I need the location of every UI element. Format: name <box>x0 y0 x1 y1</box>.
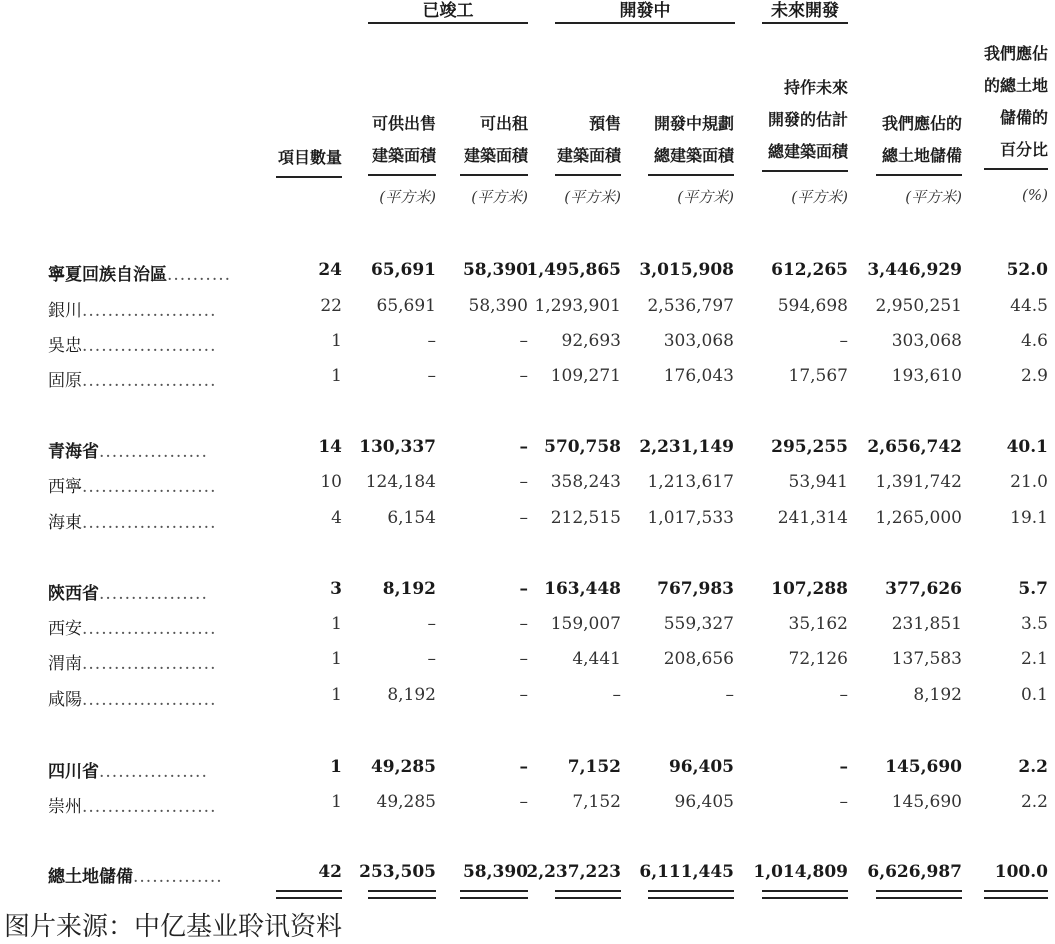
total-underline <box>460 890 528 899</box>
cell-future-gfa: – <box>839 792 848 812</box>
cell-percentage: 2.2 <box>1020 792 1048 812</box>
cell-project-count: 1 <box>331 614 342 634</box>
row-name-label: 海東 <box>48 513 82 533</box>
header-line: 可供出售 <box>371 114 436 133</box>
leader-dots: ..................... <box>82 513 217 533</box>
row-name <box>48 366 248 391</box>
unit-land-bank: (平方米) <box>905 188 962 206</box>
row-name-label: 銀川 <box>48 301 82 321</box>
cell-project-count: 1 <box>331 331 342 351</box>
leader-dots: ..................... <box>82 654 217 674</box>
cell-planned-gfa: 176,043 <box>663 366 734 386</box>
cell-percentage: 2.1 <box>1020 649 1048 669</box>
table-row-city <box>0 327 1055 357</box>
leader-dots: ..................... <box>82 797 217 817</box>
cell-land-bank: 3,446,929 <box>867 260 962 280</box>
unit-presale-gfa: (平方米) <box>564 188 621 206</box>
table-row-city <box>0 362 1055 392</box>
cell-project-count: 4 <box>331 508 342 528</box>
table-row-city <box>0 788 1055 818</box>
total-underline <box>276 890 342 899</box>
row-name <box>48 260 248 285</box>
cell-project-count: 42 <box>318 862 342 882</box>
cell-presale-gfa: 2,237,223 <box>526 862 621 882</box>
table-row-city <box>0 504 1055 534</box>
cell-presale-gfa: 212,515 <box>550 508 621 528</box>
cell-rentable-gfa: – <box>519 685 528 705</box>
cell-rentable-gfa: 58,390 <box>462 260 528 280</box>
cell-presale-gfa: – <box>612 685 621 705</box>
cell-project-count: 10 <box>320 472 342 492</box>
header-line: 總土地儲備 <box>881 146 962 165</box>
unit-rentable-gfa: (平方米) <box>471 188 528 206</box>
cell-land-bank: 6,626,987 <box>867 862 962 882</box>
cell-percentage: 21.0 <box>1010 472 1048 492</box>
cell-planned-gfa: 1,213,617 <box>647 472 734 492</box>
cell-project-count: 22 <box>320 296 342 316</box>
cell-percentage: 40.1 <box>1006 437 1048 457</box>
row-name-label: 西安 <box>48 619 82 639</box>
cell-rentable-gfa: – <box>519 757 528 777</box>
unit-saleable-gfa: (平方米) <box>379 188 436 206</box>
cell-future-gfa: 107,288 <box>771 579 848 599</box>
cell-presale-gfa: 92,693 <box>561 331 621 351</box>
cell-planned-gfa: 208,656 <box>663 649 734 669</box>
cell-future-gfa: 17,567 <box>788 366 848 386</box>
cell-future-gfa: 53,941 <box>788 472 848 492</box>
cell-future-gfa: 241,314 <box>777 508 848 528</box>
cell-future-gfa: 295,255 <box>771 437 848 457</box>
leader-dots: ..................... <box>82 619 217 639</box>
cell-presale-gfa: 159,007 <box>550 614 621 634</box>
group-future-development <box>762 0 848 26</box>
row-name-label: 吳忠 <box>48 336 82 356</box>
row-name <box>48 685 248 710</box>
cell-land-bank: 145,690 <box>891 792 962 812</box>
cell-percentage: 100.0 <box>994 862 1048 882</box>
cell-project-count: 1 <box>331 685 342 705</box>
header-presale-gfa <box>555 108 621 176</box>
cell-planned-gfa: 96,405 <box>668 757 734 777</box>
cell-project-count: 14 <box>318 437 342 457</box>
unit-planned-gfa: (平方米) <box>677 188 734 206</box>
table-row-region <box>0 256 1055 286</box>
cell-presale-gfa: 109,271 <box>550 366 621 386</box>
row-name-label: 四川省 <box>48 762 99 782</box>
table-row-city <box>0 681 1055 711</box>
cell-future-gfa: 1,014,809 <box>753 862 848 882</box>
cell-presale-gfa: 7,152 <box>572 792 621 812</box>
unit-future-gfa: (平方米) <box>791 188 848 206</box>
cell-percentage: 44.5 <box>1010 296 1048 316</box>
total-underline <box>368 890 436 899</box>
cell-land-bank: 2,656,742 <box>867 437 962 457</box>
header-line: 項目數量 <box>277 148 342 167</box>
cell-project-count: 3 <box>330 579 342 599</box>
cell-land-bank: 137,583 <box>891 649 962 669</box>
total-underline <box>648 890 734 899</box>
cell-saleable-gfa: 124,184 <box>365 472 436 492</box>
header-line: 儲備的 <box>999 108 1048 127</box>
header-planned-gfa <box>648 108 734 176</box>
cell-future-gfa: – <box>839 757 848 777</box>
cell-presale-gfa: 7,152 <box>567 757 621 777</box>
header-line: 持作未來 <box>783 78 848 97</box>
cell-percentage: 0.1 <box>1020 685 1048 705</box>
cell-rentable-gfa: – <box>519 472 528 492</box>
cell-land-bank: 2,950,251 <box>875 296 962 316</box>
cell-planned-gfa: – <box>725 685 734 705</box>
cell-rentable-gfa: – <box>519 437 528 457</box>
header-line: 總建築面積 <box>653 146 734 165</box>
leader-dots: ................. <box>99 762 208 782</box>
cell-presale-gfa: 4,441 <box>572 649 621 669</box>
leader-dots: ..................... <box>82 301 217 321</box>
leader-dots: ..................... <box>82 477 217 497</box>
total-underline <box>876 890 962 899</box>
cell-rentable-gfa: 58,390 <box>468 296 528 316</box>
cell-presale-gfa: 358,243 <box>550 472 621 492</box>
row-name <box>48 331 248 356</box>
row-name <box>48 649 248 674</box>
header-line: 建築面積 <box>371 146 436 165</box>
cell-planned-gfa: 559,327 <box>663 614 734 634</box>
group-completed <box>368 0 528 26</box>
row-name <box>48 579 248 604</box>
cell-saleable-gfa: 130,337 <box>359 437 436 457</box>
image-source-caption: 图片来源：中亿基业聆讯资料 <box>4 912 343 942</box>
cell-rentable-gfa: – <box>519 508 528 528</box>
total-underline <box>762 890 848 899</box>
cell-future-gfa: – <box>839 685 848 705</box>
header-future-gfa <box>762 72 848 172</box>
header-rentable-gfa <box>460 108 528 176</box>
total-underline <box>984 890 1048 899</box>
cell-percentage: 2.2 <box>1018 757 1048 777</box>
table-row-region <box>0 858 1055 888</box>
row-name-label: 寧夏回族自治區 <box>48 265 167 285</box>
cell-saleable-gfa: 8,192 <box>382 579 436 599</box>
leader-dots: .......... <box>167 265 232 285</box>
header-line: 預售 <box>588 114 621 133</box>
cell-land-bank: 1,391,742 <box>875 472 962 492</box>
row-name <box>48 792 248 817</box>
cell-presale-gfa: 1,293,901 <box>534 296 621 316</box>
table-row-city <box>0 468 1055 498</box>
cell-saleable-gfa: – <box>427 331 436 351</box>
row-name <box>48 862 248 887</box>
header-land-bank <box>876 108 962 176</box>
header-line: 開發中規劃 <box>653 114 734 133</box>
row-name-label: 陝西省 <box>48 584 99 604</box>
cell-project-count: 1 <box>331 792 342 812</box>
header-project-count <box>276 142 342 178</box>
cell-saleable-gfa: 6,154 <box>387 508 436 528</box>
cell-saleable-gfa: 65,691 <box>376 296 436 316</box>
cell-rentable-gfa: 58,390 <box>462 862 528 882</box>
cell-land-bank: 1,265,000 <box>875 508 962 528</box>
leader-dots: ..................... <box>82 690 217 710</box>
cell-rentable-gfa: – <box>519 579 528 599</box>
cell-rentable-gfa: – <box>519 614 528 634</box>
row-name-label: 渭南 <box>48 654 82 674</box>
cell-planned-gfa: 303,068 <box>663 331 734 351</box>
cell-planned-gfa: 96,405 <box>674 792 734 812</box>
cell-land-bank: 377,626 <box>885 579 962 599</box>
table-row-city <box>0 645 1055 675</box>
total-underline <box>555 890 621 899</box>
header-line: 可出租 <box>479 114 528 133</box>
table-row-city <box>0 292 1055 322</box>
cell-saleable-gfa: 8,192 <box>387 685 436 705</box>
row-name <box>48 614 248 639</box>
header-line: 開發的估計 <box>767 110 848 129</box>
group-under-development <box>555 0 735 26</box>
cell-planned-gfa: 767,983 <box>657 579 734 599</box>
cell-future-gfa: – <box>839 331 848 351</box>
cell-future-gfa: 612,265 <box>771 260 848 280</box>
cell-saleable-gfa: 253,505 <box>359 862 436 882</box>
row-name <box>48 437 248 462</box>
cell-percentage: 2.9 <box>1020 366 1048 386</box>
row-name <box>48 757 248 782</box>
row-name <box>48 472 248 497</box>
cell-presale-gfa: 1,495,865 <box>526 260 621 280</box>
cell-saleable-gfa: 65,691 <box>370 260 436 280</box>
cell-percentage: 4.6 <box>1020 331 1048 351</box>
cell-presale-gfa: 163,448 <box>544 579 621 599</box>
cell-rentable-gfa: – <box>519 792 528 812</box>
cell-percentage: 3.5 <box>1020 614 1048 634</box>
cell-percentage: 19.1 <box>1010 508 1048 528</box>
table-row-region <box>0 433 1055 463</box>
leader-dots: ................. <box>99 584 208 604</box>
header-line: 我們應佔的 <box>881 114 962 133</box>
row-name-label: 固原 <box>48 371 82 391</box>
row-name <box>48 296 248 321</box>
cell-planned-gfa: 2,536,797 <box>647 296 734 316</box>
cell-saleable-gfa: 49,285 <box>370 757 436 777</box>
unit-percentage: (%) <box>1022 186 1048 204</box>
cell-planned-gfa: 1,017,533 <box>647 508 734 528</box>
row-name <box>48 508 248 533</box>
group-under-development-label: 開發中 <box>619 1 671 21</box>
header-line: 的總土地 <box>984 76 1049 95</box>
header-saleable-gfa <box>368 108 436 176</box>
row-name-label: 咸陽 <box>48 690 82 710</box>
cell-rentable-gfa: – <box>519 366 528 386</box>
cell-planned-gfa: 6,111,445 <box>639 862 734 882</box>
cell-presale-gfa: 570,758 <box>544 437 621 457</box>
table-row-region <box>0 753 1055 783</box>
header-line: 建築面積 <box>556 146 621 165</box>
table-row-region <box>0 575 1055 605</box>
leader-dots: ..................... <box>82 336 217 356</box>
cell-saleable-gfa: – <box>427 649 436 669</box>
cell-future-gfa: 594,698 <box>777 296 848 316</box>
row-name-label: 總土地儲備 <box>48 867 133 887</box>
cell-planned-gfa: 3,015,908 <box>639 260 734 280</box>
group-completed-label: 已竣工 <box>422 1 474 21</box>
cell-project-count: 1 <box>331 366 342 386</box>
header-line: 我們應佔 <box>984 44 1049 63</box>
cell-project-count: 1 <box>330 757 342 777</box>
header-line: 建築面積 <box>463 146 528 165</box>
cell-land-bank: 8,192 <box>913 685 962 705</box>
header-line: 總建築面積 <box>767 142 848 161</box>
row-name-label: 青海省 <box>48 442 99 462</box>
header-line: 百分比 <box>999 140 1048 159</box>
cell-saleable-gfa: – <box>427 366 436 386</box>
cell-percentage: 5.7 <box>1018 579 1048 599</box>
leader-dots: .............. <box>133 867 223 887</box>
cell-saleable-gfa: 49,285 <box>376 792 436 812</box>
cell-project-count: 24 <box>318 260 342 280</box>
cell-land-bank: 303,068 <box>891 331 962 351</box>
table-row-city <box>0 610 1055 640</box>
row-name-label: 西寧 <box>48 477 82 497</box>
cell-land-bank: 145,690 <box>885 757 962 777</box>
cell-percentage: 52.0 <box>1006 260 1048 280</box>
header-percentage <box>984 38 1048 170</box>
cell-future-gfa: 72,126 <box>788 649 848 669</box>
row-name-label: 崇州 <box>48 797 82 817</box>
leader-dots: ..................... <box>82 371 217 391</box>
cell-saleable-gfa: – <box>427 614 436 634</box>
group-future-development-label: 未來開發 <box>771 1 839 21</box>
cell-rentable-gfa: – <box>519 649 528 669</box>
cell-planned-gfa: 2,231,149 <box>639 437 734 457</box>
cell-future-gfa: 35,162 <box>788 614 848 634</box>
leader-dots: ................. <box>99 442 208 462</box>
cell-land-bank: 231,851 <box>891 614 962 634</box>
cell-rentable-gfa: – <box>519 331 528 351</box>
cell-land-bank: 193,610 <box>891 366 962 386</box>
cell-project-count: 1 <box>331 649 342 669</box>
